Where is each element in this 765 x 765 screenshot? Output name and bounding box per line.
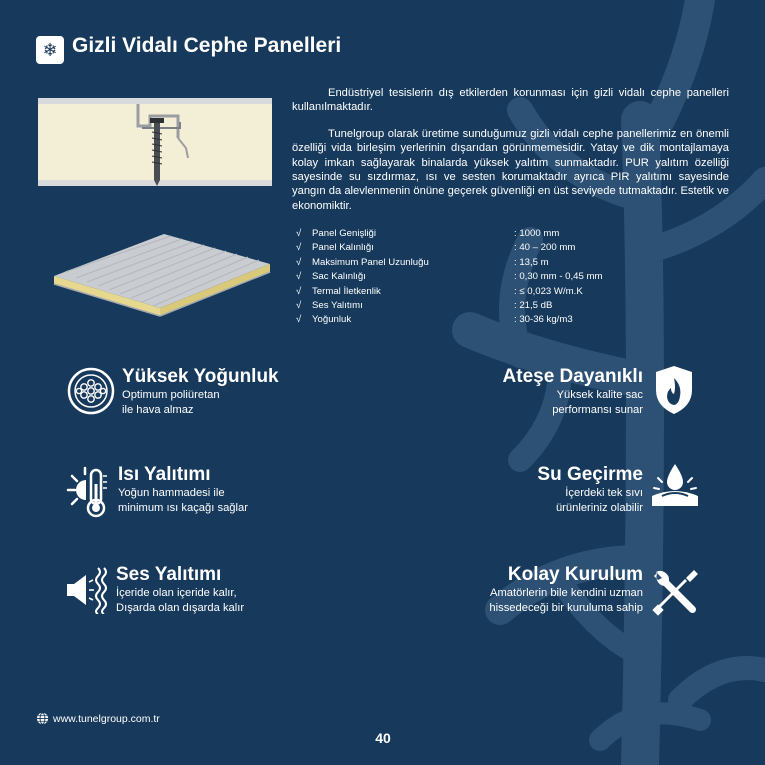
check-icon: √ xyxy=(296,271,302,283)
spec-label: Sac Kalınlığı xyxy=(312,271,366,283)
feature-desc: Optimum poliüretan xyxy=(122,389,220,401)
spec-value: : 40 – 200 mm xyxy=(514,242,576,254)
feature-fire xyxy=(503,366,643,418)
spec-value: : 1000 mm xyxy=(514,228,560,239)
spec-row xyxy=(296,313,636,327)
sun-thermometer-icon xyxy=(64,464,114,520)
feature-desc: Amatörlerin bile kendini uzman xyxy=(490,587,643,599)
feature-title: Yüksek Yoğunluk xyxy=(122,366,279,387)
feature-title: Ateşe Dayanıklı xyxy=(502,366,643,387)
feature-desc: hissedeceği bir kuruluma sahip xyxy=(489,602,643,614)
feature-desc: ile hava almaz xyxy=(122,404,194,416)
spec-row xyxy=(296,270,636,284)
spec-label: Termal İletkenlik xyxy=(312,285,381,297)
spec-row xyxy=(296,241,636,255)
page-number: 40 xyxy=(375,730,391,746)
feature-density xyxy=(122,366,279,418)
website-url: www.tunelgroup.com.tr xyxy=(53,712,160,725)
globe-icon xyxy=(36,712,49,725)
spec-label: Panel Genişliği xyxy=(312,228,376,239)
feature-title: Ses Yalıtımı xyxy=(116,564,222,585)
feature-desc: performansı sunar xyxy=(552,404,643,416)
spec-row xyxy=(296,285,636,299)
water-drop-icon xyxy=(648,462,702,512)
check-icon: √ xyxy=(296,299,302,311)
spec-row xyxy=(296,227,636,241)
spec-value: : 30-36 kg/m3 xyxy=(514,314,573,326)
panel-product-image xyxy=(34,226,274,318)
website-link[interactable] xyxy=(36,712,160,725)
spec-row xyxy=(296,256,636,270)
feature-install xyxy=(489,564,643,616)
spec-label: Maksimum Panel Uzunluğu xyxy=(312,256,429,268)
spec-label: Panel Kalınlığı xyxy=(312,242,374,254)
feature-desc: minimum ısı kaçağı sağlar xyxy=(118,502,248,514)
feature-desc: İçeride olan içeride kalır, xyxy=(116,587,237,599)
spec-row xyxy=(296,299,636,313)
feature-desc: Yüksek kalite sac xyxy=(556,389,643,401)
feature-desc: Yoğun hammadesi ile xyxy=(118,487,225,499)
spec-value: : 0,30 mm - 0,45 mm xyxy=(514,271,603,283)
spec-list xyxy=(296,227,636,328)
feature-title: Kolay Kurulum xyxy=(507,564,643,585)
spec-label: Yoğunluk xyxy=(312,314,352,326)
intro-text xyxy=(292,86,729,225)
page-title: Gizli Vidalı Cephe Panelleri xyxy=(72,34,342,57)
feature-heat xyxy=(118,464,248,516)
fire-shield-icon xyxy=(652,364,696,416)
feature-desc: ürünleriniz olabilir xyxy=(555,502,643,514)
check-icon: √ xyxy=(296,242,302,254)
tools-icon xyxy=(650,566,700,616)
check-icon: √ xyxy=(296,228,302,239)
speaker-wall-icon xyxy=(64,566,108,614)
foam-cells-icon xyxy=(66,366,116,416)
intro-paragraph: Tunelgroup olarak üretime sunduğumuz gizli vidalı cephe panellerimiz en önemli özelliği vida birleşim yerlerinin dışarıdan görünmemesidir. Yatay ve dik montajlamaya kolay imkan sağlayarak binalarda yüksek yalıtım sunmaktadır. PUR yalıtım özelliği sayesinde su sızdırmaz, ısı ve sesten korumaktadır ayrıca PIR yalıtımı sayesinde yangın da alevlenmenin önüne geçerek güvenliği en üst seviyede tutmaktadır. Estetik ve ekonomiktir. xyxy=(292,127,729,212)
snowflake-icon: ❄ xyxy=(36,36,64,64)
panel-joint-image xyxy=(38,98,272,186)
feature-sound xyxy=(116,564,244,616)
spec-value: : ≤ 0,023 W/m.K xyxy=(514,285,583,297)
intro-paragraph: Endüstriyel tesislerin dış etkilerden korunması için gizli vidalı cephe panelleri kullanılmaktadır. xyxy=(292,87,729,114)
check-icon: √ xyxy=(296,285,302,297)
spec-label: Ses Yalıtımı xyxy=(312,299,363,311)
check-icon: √ xyxy=(296,256,302,268)
feature-water xyxy=(537,464,643,516)
feature-desc: Dışarda olan dışarda kalır xyxy=(116,602,245,614)
check-icon: √ xyxy=(296,314,302,326)
spec-value: : 13,5 m xyxy=(514,256,549,268)
feature-title: Su Geçirme xyxy=(537,464,643,485)
feature-title: Isı Yalıtımı xyxy=(118,464,211,485)
feature-desc: İçerdeki tek sıvı xyxy=(565,487,643,499)
spec-value: : 21,5 dB xyxy=(514,299,553,311)
